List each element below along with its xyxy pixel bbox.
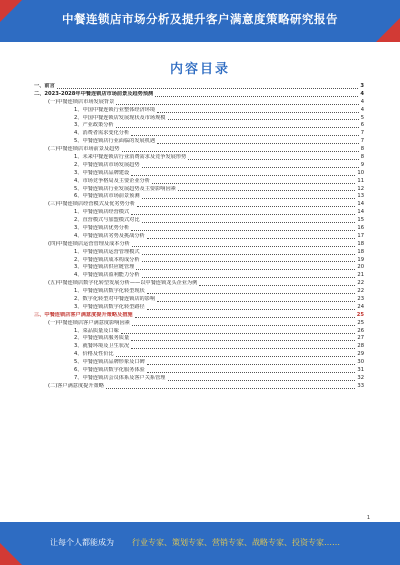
footer-tagline: 行业专家、策划专家、营销专家、战略专家、投资专家…… <box>132 538 340 547</box>
toc-entry-title: 1、中国中餐连锁行业整体经济环境 <box>74 106 156 113</box>
toc-entry-page: 22 <box>357 288 364 295</box>
page-number: 1 <box>366 515 370 521</box>
toc-entry-page: 9 <box>360 161 364 168</box>
toc-leader-dots <box>147 372 356 373</box>
toc-leader-dots <box>135 317 355 318</box>
toc-leader-dots <box>136 269 355 270</box>
toc-leader-dots <box>142 277 356 278</box>
toc-entry-title: 4、市场竞争格局及主要企业分析 <box>74 177 150 184</box>
toc-entry[interactable] <box>34 320 364 328</box>
toc-entry-page: 28 <box>357 343 364 350</box>
toc-entry[interactable] <box>34 249 364 257</box>
toc-entry-title: 4、中餐连锁店劣势及挑战分析 <box>74 232 145 239</box>
toc-entry-page: 14 <box>357 201 364 208</box>
toc-entry-title: 二、2023-2028年中餐连锁店市场前景及趋势预测 <box>34 90 154 97</box>
toc-entry[interactable] <box>34 343 364 351</box>
toc-leader-dots <box>116 127 359 128</box>
toc-entry-page: 7 <box>360 138 364 145</box>
toc-entry[interactable] <box>34 264 364 272</box>
toc-entry-title: 3、中餐连锁店供应链管理 <box>74 264 135 271</box>
toc-entry[interactable] <box>34 336 364 344</box>
toc-entry-title: 4、价格及性价比 <box>74 351 114 358</box>
toc-entry-page: 8 <box>360 146 364 153</box>
toc-entry-title: 3、中餐连锁店优势分析 <box>74 225 130 232</box>
toc-entry[interactable] <box>34 99 364 107</box>
toc-entry-page: 26 <box>357 327 364 334</box>
toc-entry[interactable] <box>34 351 364 359</box>
toc-entry-page: 8 <box>360 154 364 160</box>
toc-entry[interactable] <box>34 209 364 217</box>
toc-entry-title: 1、中餐连锁店经营模式 <box>74 209 130 216</box>
toc-leader-dots <box>131 175 355 176</box>
toc-entry-page: 18 <box>357 240 364 247</box>
toc-entry-page: 24 <box>357 303 364 310</box>
toc-entry-title: 3、产业政策分析 <box>74 122 114 129</box>
toc-entry-page: 7 <box>360 130 364 137</box>
toc-leader-dots <box>131 348 355 349</box>
toc-entry-title: 5、中餐连锁店品牌形象及口碑 <box>74 359 145 366</box>
toc-heading: 内容目录 <box>169 62 230 77</box>
toc-entry-title: 2、数字化转型对中餐连锁店的影响 <box>74 296 156 303</box>
toc-entry[interactable] <box>34 257 364 265</box>
toc-entry-title: 2、直营模式与加盟模式对比 <box>74 217 140 224</box>
toc-entry-title: 1、中餐连锁店数字化转型现状 <box>74 288 145 295</box>
toc-leader-dots <box>157 143 359 144</box>
toc-entry[interactable] <box>34 146 364 154</box>
toc-entry-page: 10 <box>357 169 364 176</box>
toc-entry-title: 4、消费者需求变化分析 <box>74 130 130 137</box>
toc-entry-title: 5、中餐连锁店行业面临的发展机遇 <box>74 138 156 145</box>
toc-entry-title: 2、中餐连锁店服务质量 <box>74 335 130 342</box>
toc-entry-page: 33 <box>357 382 364 389</box>
toc-entry-page: 4 <box>360 106 364 113</box>
toc-entry-page: 20 <box>357 264 364 271</box>
toc-entry-page: 31 <box>357 367 364 374</box>
toc-entry-page: 13 <box>357 193 364 200</box>
toc-entry-title: 一、前言 <box>34 82 55 89</box>
toc-leader-dots <box>142 254 356 255</box>
toc-entry[interactable] <box>34 383 364 391</box>
toc-entry-title: 5、中餐连锁店行业发展趋势及主要影响因素 <box>74 185 176 192</box>
toc-entry-title: 2、中餐连锁店市场发展趋势 <box>74 161 140 168</box>
toc-entry-title: 6、中餐连锁店市场前景预测 <box>74 193 140 200</box>
toc-entry-page: 23 <box>357 296 364 303</box>
toc-entry-page: 22 <box>357 280 364 287</box>
toc-entry[interactable] <box>34 272 364 280</box>
toc-entry-title: 2、中餐连锁店成本构成分析 <box>74 256 140 263</box>
toc-entry-page: 3 <box>360 82 364 89</box>
toc-entry-page: 25 <box>357 319 364 326</box>
toc-leader-dots <box>147 238 356 239</box>
table-of-contents <box>34 83 364 391</box>
toc-leader-dots <box>142 167 359 168</box>
toc-entry-page: 12 <box>357 185 364 192</box>
toc-leader-dots <box>147 364 356 365</box>
toc-leader-dots <box>142 261 356 262</box>
toc-entry[interactable] <box>34 280 364 288</box>
report-title: 中餐连锁店市场分析及提升客户满意度策略研究报告 <box>62 12 338 26</box>
toc-entry[interactable] <box>34 115 364 123</box>
toc-entry-page: 14 <box>357 209 364 216</box>
toc-entry[interactable] <box>34 359 364 367</box>
toc-entry-title: 4、中餐连锁店盈利能力分析 <box>74 272 140 279</box>
toc-leader-dots <box>132 325 356 326</box>
toc-leader-dots <box>106 388 355 389</box>
toc-leader-dots <box>147 309 356 310</box>
toc-entry[interactable] <box>34 170 364 178</box>
toc-entry-title: (一)中餐连锁店市场发展背景 <box>48 98 115 105</box>
toc-leader-dots <box>131 340 355 341</box>
toc-leader-dots <box>131 230 355 231</box>
toc-leader-dots <box>168 119 359 120</box>
header-banner <box>0 0 400 42</box>
toc-leader-dots <box>142 222 356 223</box>
toc-entry-page: 4 <box>360 90 364 97</box>
toc-leader-dots <box>132 246 356 247</box>
toc-entry-page: 29 <box>357 351 364 358</box>
toc-entry-title: 1、中餐连锁店运营管理模式 <box>74 248 140 255</box>
toc-leader-dots <box>142 198 356 199</box>
toc-leader-dots <box>188 159 358 160</box>
toc-entry[interactable] <box>34 186 364 194</box>
toc-entry[interactable] <box>34 296 364 304</box>
toc-entry[interactable] <box>34 328 364 336</box>
toc-entry-title: 2、中国中餐连锁店发展现状及市场规模 <box>74 114 166 121</box>
toc-leader-dots <box>157 301 355 302</box>
toc-entry[interactable] <box>34 154 364 162</box>
toc-entry[interactable] <box>34 225 364 233</box>
toc-entry[interactable] <box>34 217 364 225</box>
footer-banner <box>0 522 400 565</box>
toc-entry[interactable] <box>34 375 364 383</box>
toc-entry-title: 3、中餐连锁店品牌建设 <box>74 169 130 176</box>
toc-entry-page: 21 <box>357 272 364 279</box>
toc-entry[interactable] <box>34 241 364 249</box>
toc-entry-page: 30 <box>357 359 364 366</box>
toc-entry[interactable] <box>34 201 364 209</box>
toc-entry-page: 11 <box>357 177 364 184</box>
toc-leader-dots <box>131 214 355 215</box>
toc-entry-title: 1、菜品质量及口味 <box>74 327 119 334</box>
toc-leader-dots <box>168 380 356 381</box>
toc-entry-title: (三)中餐连锁店经营模式及优劣势分析 <box>48 201 136 208</box>
toc-entry-page: 19 <box>357 256 364 263</box>
toc-leader-dots <box>199 285 355 286</box>
toc-entry[interactable] <box>34 193 364 201</box>
toc-entry-title: 3、中餐连锁店数字化转型路径 <box>74 303 145 310</box>
toc-leader-dots <box>152 183 355 184</box>
toc-leader-dots <box>122 151 359 152</box>
toc-leader-dots <box>116 356 356 357</box>
toc-entry-title: (二)中餐连锁店市场前景及趋势 <box>48 146 120 153</box>
toc-entry[interactable] <box>34 122 364 130</box>
toc-entry-page: 17 <box>357 232 364 239</box>
toc-entry-page: 4 <box>360 98 364 105</box>
toc-entry[interactable] <box>34 130 364 138</box>
toc-entry[interactable] <box>34 312 364 320</box>
toc-entry-title: (二)客户满意度提升策略 <box>48 382 104 389</box>
toc-entry[interactable] <box>34 233 364 241</box>
toc-entry-title: 1、未来中餐连锁店行业消费需求及竞争发展形势 <box>74 154 187 160</box>
toc-entry-title: 6、中餐连锁店数字化服务体验 <box>74 367 145 374</box>
toc-entry[interactable] <box>34 138 364 146</box>
toc-entry-title: (五)中餐连锁店数字化转型发展分析——以中餐连锁龙头企业为例 <box>48 280 198 287</box>
toc-entry-page: 27 <box>357 335 364 342</box>
toc-leader-dots <box>121 333 356 334</box>
toc-leader-dots <box>137 206 355 207</box>
toc-entry-title: 7、中餐连锁店会员体系及客户关系管理 <box>74 374 166 381</box>
toc-entry[interactable] <box>34 91 364 99</box>
toc-entry-page: 6 <box>360 122 364 129</box>
toc-entry-page: 16 <box>357 225 364 232</box>
toc-entry[interactable] <box>34 83 364 91</box>
toc-leader-dots <box>131 135 359 136</box>
toc-entry-title: 三、中餐连锁店客户满意度提升策略及措施 <box>34 311 133 318</box>
toc-entry[interactable] <box>34 107 364 115</box>
toc-entry-page: 18 <box>357 248 364 255</box>
corner-accent <box>0 543 22 565</box>
toc-entry-page: 32 <box>357 374 364 381</box>
toc-entry-page: 25 <box>356 311 364 318</box>
toc-entry-title: (一)中餐连锁店客户满意度影响因素 <box>48 319 130 326</box>
toc-entry[interactable] <box>34 367 364 375</box>
footer-slogan: 让每个人都能成为 <box>50 538 114 547</box>
toc-entry[interactable] <box>34 162 364 170</box>
toc-entry-title: (四)中餐连锁店运营管理及成本分析 <box>48 240 130 247</box>
toc-entry[interactable] <box>34 178 364 186</box>
toc-entry[interactable] <box>34 304 364 312</box>
toc-leader-dots <box>178 190 356 191</box>
toc-leader-dots <box>155 96 358 97</box>
toc-leader-dots <box>147 293 356 294</box>
toc-entry-page: 15 <box>357 217 364 224</box>
toc-leader-dots <box>57 88 359 89</box>
toc-entry[interactable] <box>34 288 364 296</box>
toc-entry-page: 5 <box>360 114 364 121</box>
toc-leader-dots <box>157 112 359 113</box>
toc-entry-title: 3、就餐环境及卫生状况 <box>74 343 130 350</box>
toc-leader-dots <box>116 104 358 105</box>
